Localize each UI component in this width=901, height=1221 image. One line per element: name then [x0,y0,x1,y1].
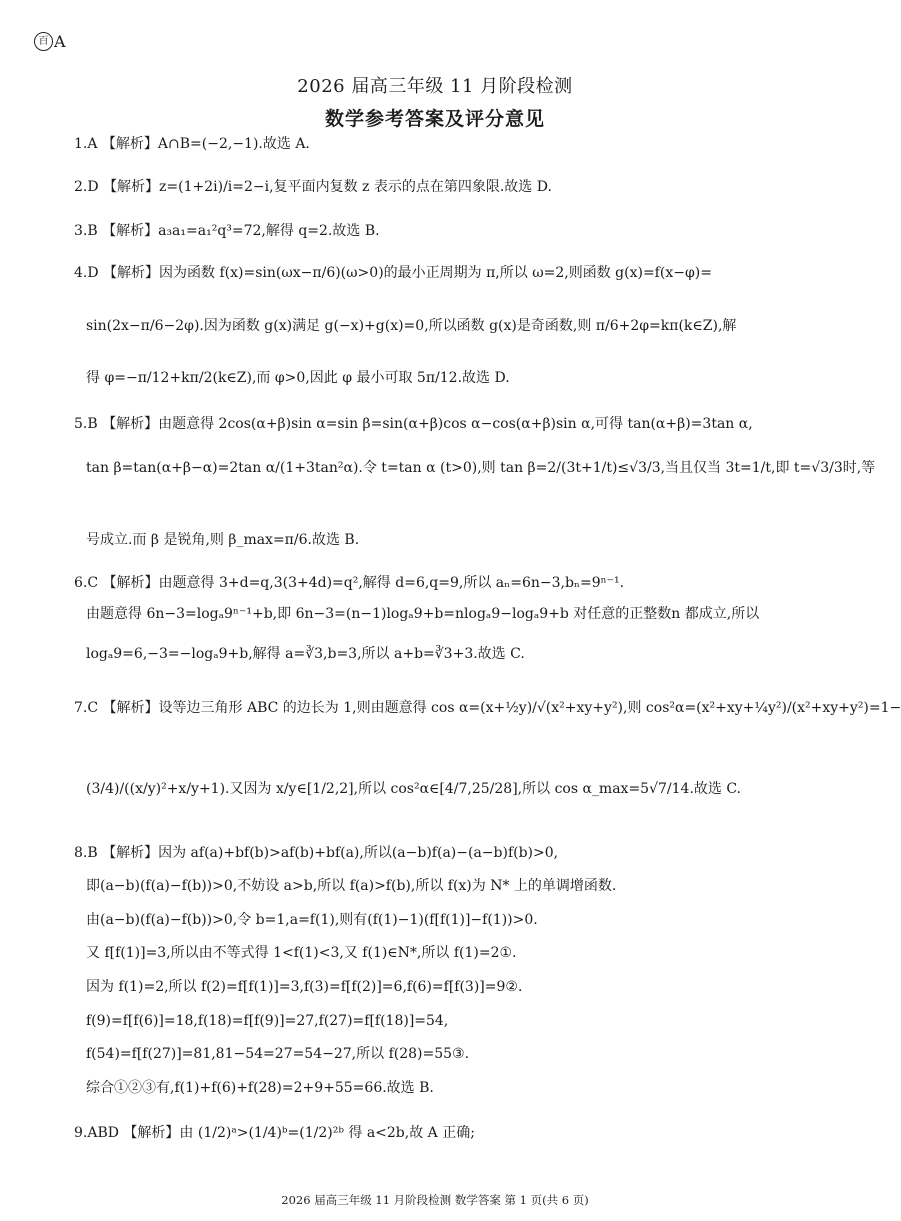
page-footer: 2026 届高三年级 11 月阶段检测 数学答案 第 1 页(共 6 页) [281,1193,589,1207]
answer-5-line-3: 号成立.而 β 是锐角,则 β_max=π/6.故选 B. [86,532,360,548]
version-circle-mark: 百 [34,32,53,51]
answer-5-line-1: 5.B 【解析】由题意得 2cos(α+β)sin α=sin β=sin(α+β)cos α−cos(α+β)sin α,可得 tan(α+β)=3tan α, [74,416,753,432]
answer-6-line-2: 由题意得 6n−3=logₐ9ⁿ⁻¹+b,即 6n−3=(n−1)logₐ9+b=nlogₐ9−logₐ9+b 对任意的正整数n 都成立,所以 [86,606,760,622]
answer-6-line-3: logₐ9=6,−3=−logₐ9+b,解得 a=∛3,b=3,所以 a+b=∛3+3.故选 C. [86,646,525,662]
answer-8-line-7: f(54)=f[f(27)]=81,81−54=27=54−27,所以 f(28)=55③. [86,1046,470,1062]
answer-1: 1.A 【解析】A∩B=(−2,−1).故选 A. [74,136,310,152]
answer-9-line-1: 9.ABD 【解析】由 (1/2)ᵃ>(1/4)ᵇ=(1/2)²ᵇ 得 a<2b,故 A 正确; [74,1125,475,1141]
answer-4-line-2: sin(2x−π/6−2φ).因为函数 g(x)满足 g(−x)+g(x)=0,所以函数 g(x)是奇函数,则 π/6+2φ=kπ(k∈Z),解 [86,318,737,334]
answer-8-line-2: 即(a−b)(f(a)−f(b))>0,不妨设 a>b,所以 f(a)>f(b),所以 f(x)为 N* 上的单调增函数. [86,878,617,894]
answer-8-line-1: 8.B 【解析】因为 af(a)+bf(b)>af(b)+bf(a),所以(a−b)f(a)−(a−b)f(b)>0, [74,845,559,861]
paper-version-mark [34,32,66,51]
answer-4-line-1: 4.D 【解析】因为函数 f(x)=sin(ωx−π/6)(ω>0)的最小正周期为 π,所以 ω=2,则函数 g(x)=f(x−φ)= [74,265,712,281]
answer-6-line-1: 6.C 【解析】由题意得 3+d=q,3(3+4d)=q²,解得 d=6,q=9,所以 aₙ=6n−3,bₙ=9ⁿ⁻¹. [74,575,625,591]
answer-5-line-2: tan β=tan(α+β−α)=2tan α/(1+3tan²α).令 t=tan α (t>0),则 tan β=2/(3t+1/t)≤√3/3,当且仅当 3t=1/t,即 t=√3/3时,等 [86,460,876,476]
answer-8-line-6: f(9)=f[f(6)]=18,f(18)=f[f(9)]=27,f(27)=f[f(18)]=54, [86,1013,449,1029]
answer-8-line-3: 由(a−b)(f(a)−f(b))>0,令 b=1,a=f(1),则有(f(1)−1)(f[f(1)]−f(1))>0. [86,912,538,928]
answer-8-line-8: 综合①②③有,f(1)+f(6)+f(28)=2+9+55=66.故选 B. [86,1080,434,1096]
answer-4-line-3: 得 φ=−π/12+kπ/2(k∈Z),而 φ>0,因此 φ 最小可取 5π/12.故选 D. [86,370,510,386]
answer-8-line-5: 因为 f(1)=2,所以 f(2)=f[f(1)]=3,f(3)=f[f(2)]=6,f(6)=f[f(3)]=9②. [86,979,523,995]
answer-3: 3.B 【解析】a₃a₁=a₁²q³=72,解得 q=2.故选 B. [74,223,380,239]
answer-8-line-4: 又 f[f(1)]=3,所以由不等式得 1<f(1)<3,又 f(1)∈N*,所以 f(1)=2①. [86,945,517,961]
version-letter: A [54,32,66,51]
answer-2: 2.D 【解析】z=(1+2i)/i=2−i,复平面内复数 z 表示的点在第四象限.故选 D. [74,179,552,195]
exam-title: 2026 届高三年级 11 月阶段检测 [297,76,573,97]
document-title: 数学参考答案及评分意见 [324,108,545,130]
answer-7-line-2: (3/4)/((x/y)²+x/y+1).又因为 x/y∈[1/2,2],所以 cos²α∈[4/7,25/28],所以 cos α_max=5√7/14.故选 C. [86,781,742,797]
answer-7-line-1: 7.C 【解析】设等边三角形 ABC 的边长为 1,则由题意得 cos α=(x+½y)/√(x²+xy+y²),则 cos²α=(x²+xy+¼y²)/(x²+xy+y²)=1− [74,700,901,716]
